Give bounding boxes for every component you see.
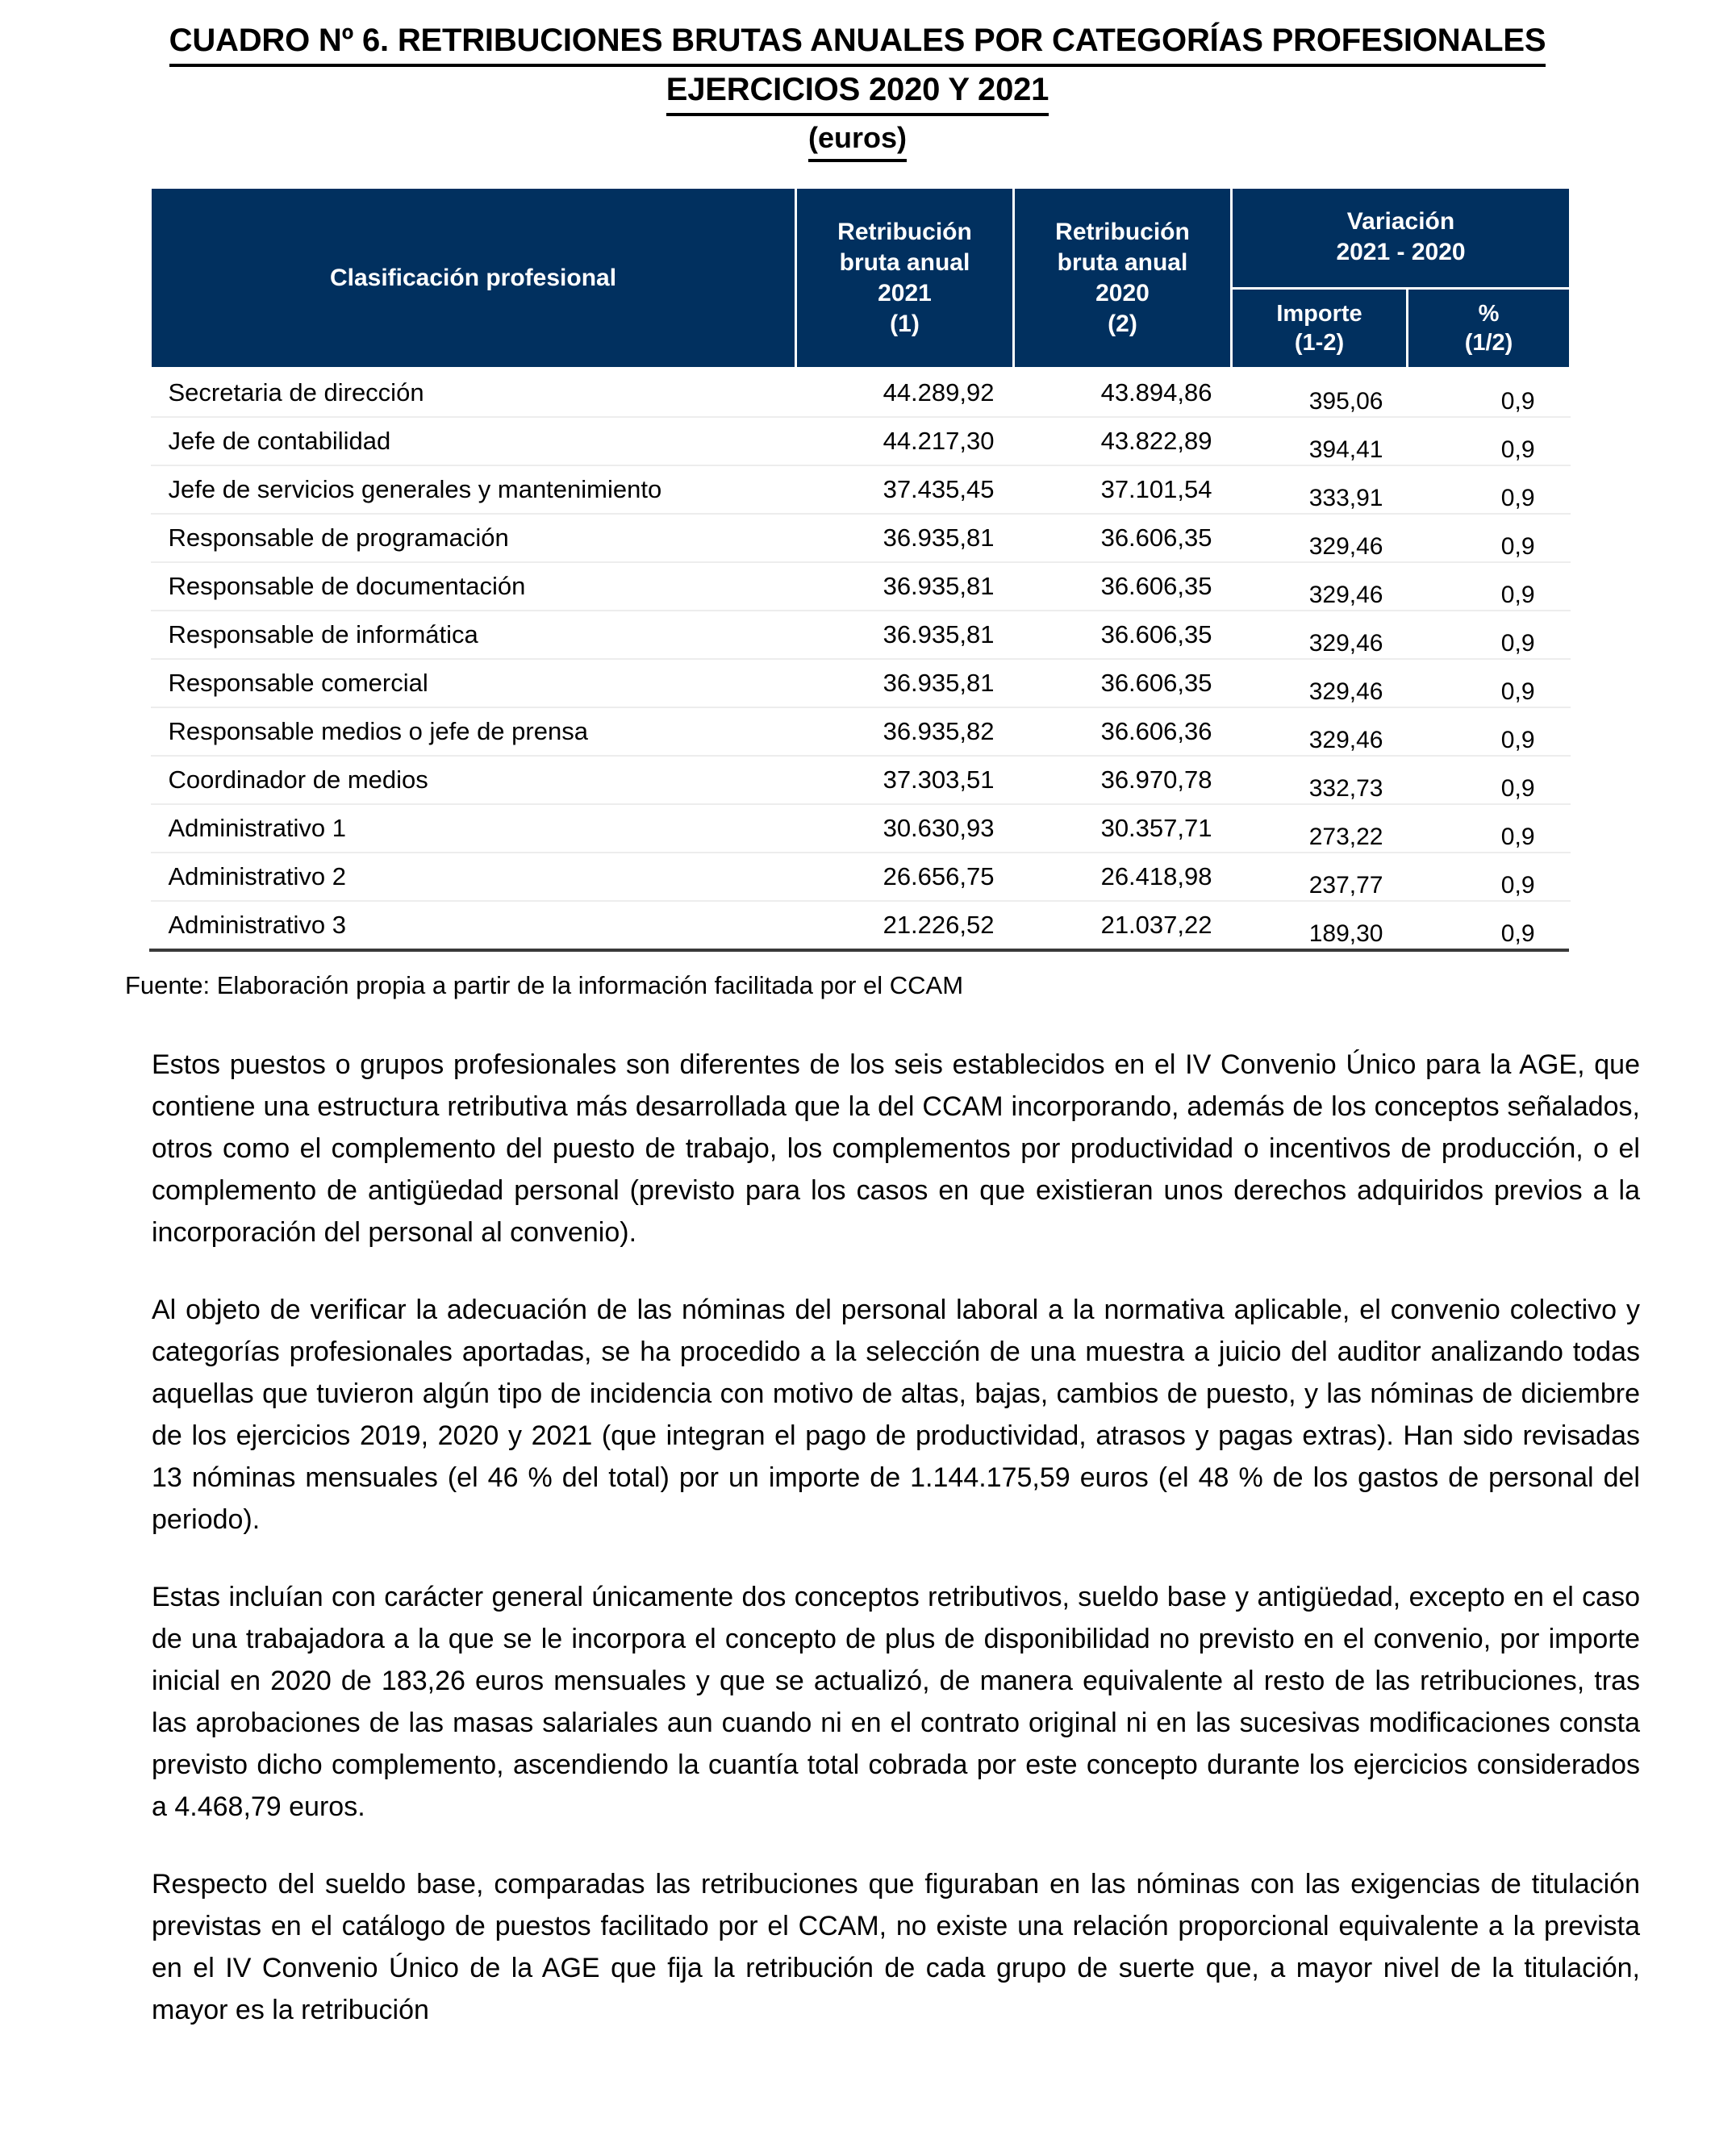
cell-categoria: Secretaria de dirección [151, 369, 796, 418]
cell-importe: 333,91 [1232, 465, 1408, 514]
cell-porcentaje: 0,9 [1408, 611, 1571, 659]
cell-categoria: Responsable de informática [151, 611, 796, 659]
header-porcentaje [1408, 289, 1571, 369]
cell-retribucion-2020: 36.970,78 [1014, 756, 1232, 804]
cell-retribucion-2021: 36.935,81 [796, 659, 1014, 707]
cell-importe: 395,06 [1232, 369, 1408, 418]
cell-retribucion-2021: 36.935,81 [796, 562, 1014, 611]
title-line-3 [0, 118, 1715, 162]
cell-categoria: Administrativo 3 [151, 901, 796, 949]
cell-porcentaje: 0,9 [1408, 901, 1571, 949]
cell-categoria: Responsable de programación [151, 514, 796, 562]
header-retribucion-2020 [1014, 188, 1232, 369]
cell-retribucion-2020: 37.101,54 [1014, 465, 1232, 514]
cell-retribucion-2020: 36.606,36 [1014, 707, 1232, 756]
table-row [151, 369, 1571, 418]
cell-categoria: Jefe de servicios generales y mantenimiento [151, 465, 796, 514]
header-retribucion-2020-l2: bruta anual [1057, 248, 1188, 276]
table-header-row-1 [151, 188, 1571, 289]
table-row [151, 804, 1571, 853]
table-row [151, 853, 1571, 901]
header-importe-l2: (1-2) [1294, 330, 1345, 356]
header-retribucion-2021-l1: Retribución [837, 218, 972, 245]
cell-importe: 273,22 [1232, 804, 1408, 853]
paragraph-2: Al objeto de verificar la adecuación de las nóminas del personal laboral a la normativa aplicable, el convenio colectivo y categorías profesionales aportadas, se ha procedido a la selección de una muestra a juicio del auditor analizando todas aquellas que tuvieron algún tipo de incidencia con motivo de altas, bajas, cambios de puesto, y las nóminas de diciembre de los ejercicios 2019, 2020 y 2021 (que integran el pago de productividad, atrasos y pagas extras). Han sido revisadas 13 nóminas mensuales (el 46 % del total) por un importe de 1.144.175,59 euros (el 48 % de los gastos de personal del periodo). [152, 1295, 1640, 1535]
cell-retribucion-2021: 21.226,52 [796, 901, 1014, 949]
table-body [151, 369, 1571, 949]
cell-porcentaje: 0,9 [1408, 659, 1571, 707]
cell-importe: 237,77 [1232, 853, 1408, 901]
paragraph-4: Respecto del sueldo base, comparadas las retribuciones que figuraban en las nóminas con las exigencias de titulación previstas en el catálogo de puestos facilitado por el CCAM, no existe una relación proporcional equivalente a la prevista en el IV Convenio Único de la AGE que fija la retribución de cada grupo de suerte que, a mayor nivel de la titulación, mayor es la retribución [152, 1869, 1640, 2025]
table-source-note: Fuente: Elaboración propia a partir de la información facilitada por el CCAM [125, 971, 964, 999]
title-line-1 [0, 18, 1715, 67]
retribuciones-table-wrapper [149, 186, 1569, 949]
cell-porcentaje: 0,9 [1408, 804, 1571, 853]
cell-retribucion-2021: 30.630,93 [796, 804, 1014, 853]
cell-categoria: Responsable medios o jefe de prensa [151, 707, 796, 756]
table-row [151, 611, 1571, 659]
cell-importe: 189,30 [1232, 901, 1408, 949]
cell-retribucion-2020: 26.418,98 [1014, 853, 1232, 901]
cell-categoria: Responsable de documentación [151, 562, 796, 611]
cell-importe: 329,46 [1232, 707, 1408, 756]
cell-porcentaje: 0,9 [1408, 562, 1571, 611]
title-line-3-text: (euros) [808, 118, 907, 162]
retribuciones-table [149, 186, 1571, 949]
cell-retribucion-2021: 44.217,30 [796, 417, 1014, 465]
cell-retribucion-2021: 36.935,82 [796, 707, 1014, 756]
cell-porcentaje: 0,9 [1408, 417, 1571, 465]
cell-porcentaje: 0,9 [1408, 514, 1571, 562]
body-text [67, 1044, 1648, 2031]
cell-categoria: Administrativo 2 [151, 853, 796, 901]
cell-importe: 394,41 [1232, 417, 1408, 465]
cell-porcentaje: 0,9 [1408, 465, 1571, 514]
table-bottom-rule [149, 949, 1569, 952]
table-row [151, 901, 1571, 949]
cell-importe: 329,46 [1232, 659, 1408, 707]
cell-retribucion-2020: 36.606,35 [1014, 611, 1232, 659]
title-line-2 [0, 67, 1715, 116]
cell-retribucion-2020: 36.606,35 [1014, 514, 1232, 562]
cell-retribucion-2020: 21.037,22 [1014, 901, 1232, 949]
cell-importe: 329,46 [1232, 562, 1408, 611]
header-variacion-l1: Variación [1346, 208, 1455, 235]
header-retribucion-2020-l1: Retribución [1055, 218, 1190, 245]
cell-importe: 329,46 [1232, 611, 1408, 659]
title-line-1-text: CUADRO Nº 6. RETRIBUCIONES BRUTAS ANUALES POR CATEGORÍAS PROFESIONALES [169, 18, 1546, 67]
cell-retribucion-2020: 36.606,35 [1014, 659, 1232, 707]
cell-retribucion-2021: 44.289,92 [796, 369, 1014, 418]
table-row [151, 465, 1571, 514]
paragraph-1: Estos puestos o grupos profesionales son diferentes de los seis establecidos en el IV Convenio Único para la AGE, que contiene una estructura retributiva más desarrollada que la del CCAM incorporando, además de los conceptos señalados, otros como el complemento del puesto de trabajo, los complementos por productividad o incentivos de producción, o el complemento de antigüedad personal (previsto para los casos en que existieran unos derechos adquiridos previos a la incorporación del personal al convenio). [152, 1049, 1640, 1248]
cell-porcentaje: 0,9 [1408, 756, 1571, 804]
cell-retribucion-2020: 30.357,71 [1014, 804, 1232, 853]
table-row [151, 514, 1571, 562]
cell-retribucion-2021: 36.935,81 [796, 611, 1014, 659]
cell-porcentaje: 0,9 [1408, 853, 1571, 901]
header-retribucion-2021-l4: (1) [890, 310, 920, 337]
cell-retribucion-2020: 43.822,89 [1014, 417, 1232, 465]
table-row [151, 756, 1571, 804]
paragraph-3: Estas incluían con carácter general únicamente dos conceptos retributivos, sueldo base y antigüedad, excepto en el caso de una trabajadora a la que se le incorpora el concepto de plus de disponibilidad no previsto en el convenio, por importe inicial en 2020 de 183,26 euros mensuales y que se actualizó, de manera equivalente al resto de las retribuciones, tras las aprobaciones de las masas salariales aun cuando ni en el contrato original ni en las sucesivas modificaciones consta previsto dicho complemento, ascendiendo la cuantía total cobrada por este concepto durante los ejercicios considerados a 4.468,79 euros. [152, 1582, 1640, 1822]
cell-retribucion-2021: 26.656,75 [796, 853, 1014, 901]
header-clasificacion-profesional: Clasificación profesional [151, 188, 796, 369]
table-row [151, 659, 1571, 707]
header-variacion-l2: 2021 - 2020 [1336, 239, 1466, 265]
header-retribucion-2021 [796, 188, 1014, 369]
table-row [151, 707, 1571, 756]
header-retribucion-2020-l4: (2) [1108, 310, 1137, 337]
table-row [151, 562, 1571, 611]
title-line-2-text: EJERCICIOS 2020 Y 2021 [666, 67, 1049, 116]
table-header [151, 188, 1571, 369]
cell-porcentaje: 0,9 [1408, 369, 1571, 418]
header-importe [1232, 289, 1408, 369]
cell-categoria: Administrativo 1 [151, 804, 796, 853]
header-importe-l1: Importe [1276, 301, 1362, 327]
cell-importe: 332,73 [1232, 756, 1408, 804]
cell-retribucion-2020: 43.894,86 [1014, 369, 1232, 418]
header-porcentaje-l2: (1/2) [1464, 330, 1513, 356]
page-title [0, 0, 1715, 162]
cell-categoria: Jefe de contabilidad [151, 417, 796, 465]
cell-categoria: Responsable comercial [151, 659, 796, 707]
cell-retribucion-2021: 37.303,51 [796, 756, 1014, 804]
cell-categoria: Coordinador de medios [151, 756, 796, 804]
header-variacion [1232, 188, 1571, 289]
cell-retribucion-2021: 36.935,81 [796, 514, 1014, 562]
header-porcentaje-l1: % [1478, 301, 1500, 327]
table-row [151, 417, 1571, 465]
cell-porcentaje: 0,9 [1408, 707, 1571, 756]
header-retribucion-2021-l3: 2021 [878, 279, 932, 307]
cell-importe: 329,46 [1232, 514, 1408, 562]
cell-retribucion-2020: 36.606,35 [1014, 562, 1232, 611]
header-retribucion-2020-l3: 2020 [1095, 279, 1150, 307]
header-retribucion-2021-l2: bruta anual [839, 248, 970, 276]
cell-retribucion-2021: 37.435,45 [796, 465, 1014, 514]
